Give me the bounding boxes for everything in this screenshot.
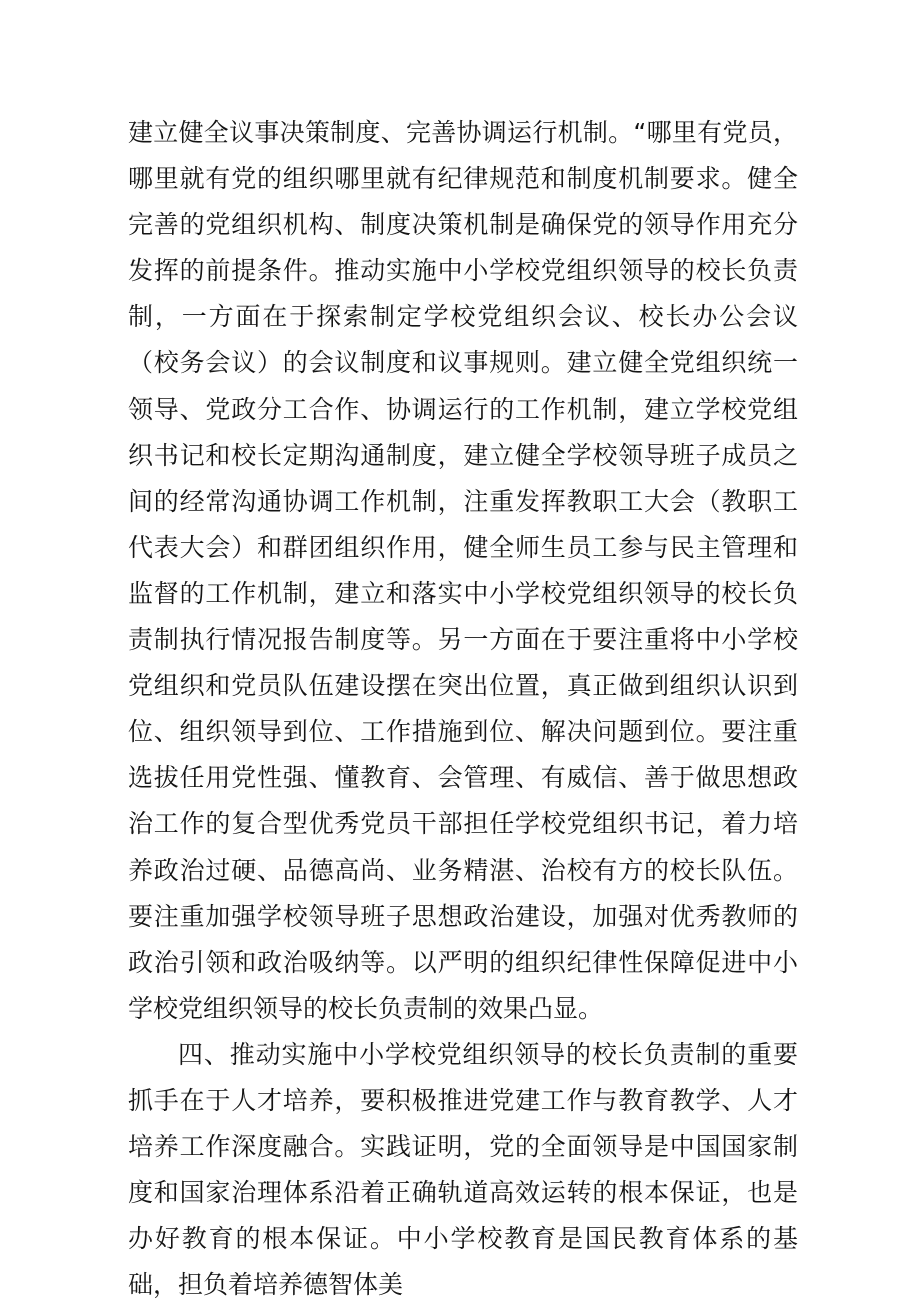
paragraph-decision-system: 建立健全议事决策制度、完善协调运行机制。“哪里有党员，哪里就有党的组织哪里就有纪律规范和制度机制要求。健全完善的党组织机构、制度决策机制是确保党的领导作用充分发挥的前提条件。推动实施中小学校党组织领导的校长负责制，一方面在于探索制定学校党组织会议、校长办公会议（校务会议）的会议制度和议事规则。建立健全党组织统一领导、党政分工合作、协调运行的工作机制，建立学校党组织书记和校长定期沟通制度，建立健全学校领导班子成员之间的经常沟通协调工作机制，注重发挥教职工大会（教职工代表大会）和群团组织作用，健全师生员工参与民主管理和监督的工作机制，建立和落实中小学校党组织领导的校长负责制执行情况报告制度等。另一方面在于要注重将中小学校党组织和党员队伍建设摆在突出位置，真正做到组织认识到位、组织领导到位、工作措施到位、解决问题到位。要注重选拔任用党性强、懂教育、会管理、有威信、善于做思想政治工作的复合型优秀党员干部担任学校党组织书记，着力培养政治过硬、品德高尚、业务精湛、治校有方的校长队伍。要注重加强学校领导班子思想政治建设，加强对优秀教师的政治引领和政治吸纳等。以严明的组织纪律性保障促进中小学校党组织领导的校长负责制的效果凸显。 [128,118,798,1023]
paragraph-section-four: 四、推动实施中小学校党组织领导的校长负责制的重要抓手在于人才培养，要积极推进党建工作与教育教学、人才培养工作深度融合。实践证明，党的全面领导是中国国家制度和国家治理体系沿着正确轨道高效运转的根本保证，也是办好教育的根本保证。中小学校教育是国民教育体系的基础，担负着培养德智体美 [128,1039,798,1300]
body-text [128,110,798,1308]
